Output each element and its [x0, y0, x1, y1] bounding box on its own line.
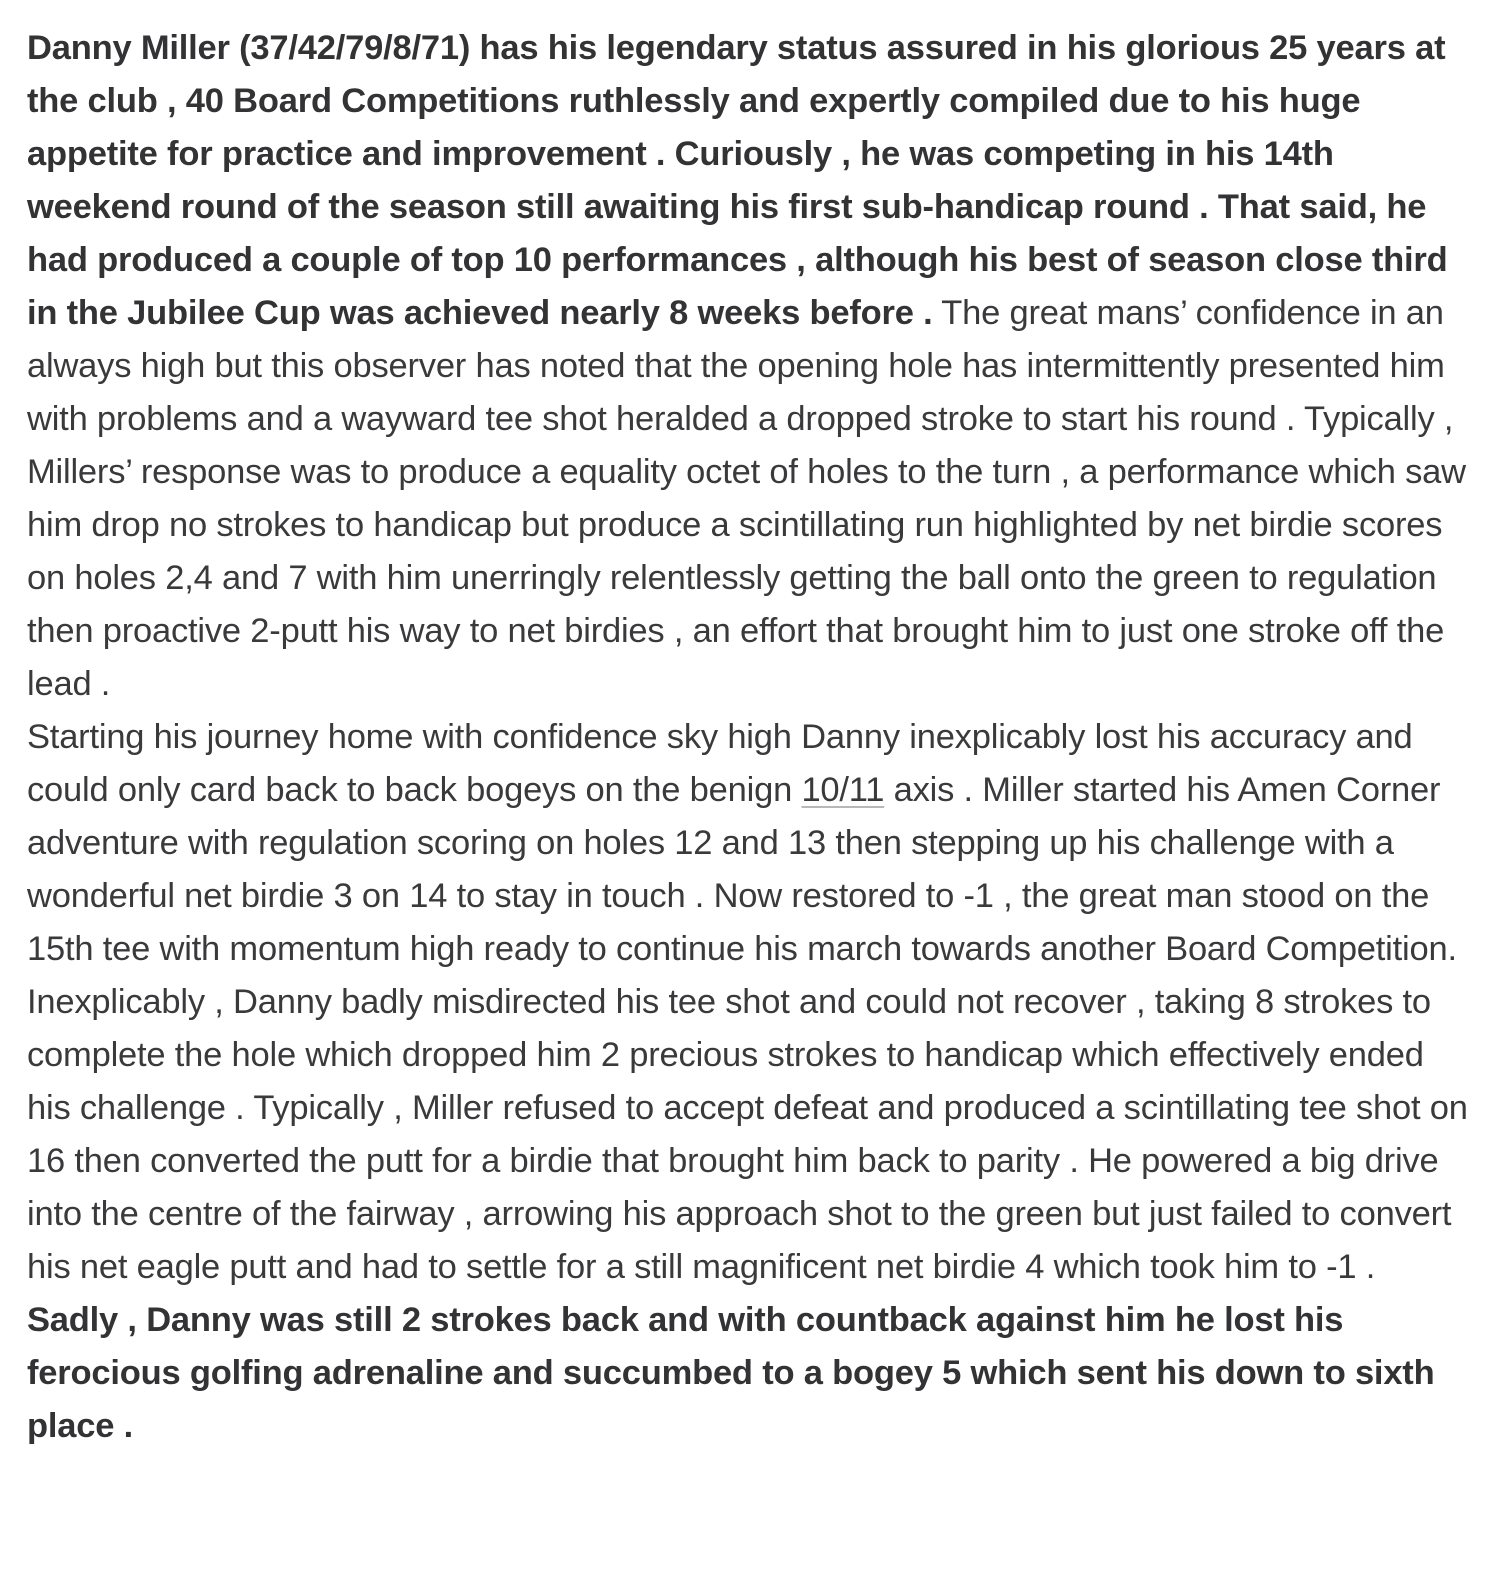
paragraph-2-text-start: Starting his journey home with confidence sky high Danny inexplicably lost his accuracy and could only card back to back bogeys on the benign	[27, 718, 1413, 809]
data-detector-link[interactable]: 10/11	[801, 771, 885, 809]
bold-outro-text: Sadly , Danny was still 2 strokes back and with countback against him he lost his ferocious golfing adrenaline and succumbed to a bogey 5 which sent his down to sixth place .	[27, 1301, 1435, 1445]
bold-intro-text: Danny Miller (37/42/79/8/71) has his legendary status assured in his glorious 25 years at the club , 40 Board Competitions ruthlessly and expertly compiled due to his huge appetite for practice and improvement . Curiously , he was competing in his 14th weekend round of the season still awaiting his first sub-handicap round . That said, he had produced a couple of top 10 performances , although his best of season close third in the Jubilee Cup was achieved nearly 8 weeks before .	[27, 29, 1448, 332]
note-body	[27, 22, 1472, 1453]
paragraph-2-text-middle: axis . Miller started his Amen Corner adventure with regulation scoring on holes 12 and 13 then stepping up his challenge with a wonderful net birdie 3 on 14 to stay in touch . Now restored to -1 , the great man stood on the 15th tee with momentum high ready to continue his march towards another Board Competition. Inexplicably , Danny badly misdirected his tee shot and could not recover , taking 8 strokes to complete the hole which dropped him 2 precious strokes to handicap which effectively ended his challenge . Typically , Miller refused to accept defeat and produced a scintillating tee shot on 16 then converted the putt for a birdie that brought him back to parity . He powered a big drive into the centre of the fairway , arrowing his approach shot to the green but just failed to convert his net eagle putt and had to settle for a still magnificent net birdie 4 which took him to -1 .	[27, 771, 1468, 1286]
paragraph-2	[27, 711, 1472, 1453]
paragraph-1	[27, 22, 1472, 711]
paragraph-1-text: The great mans’ confidence in an always high but this observer has noted that the opening hole has intermittently presented him with problems and a wayward tee shot heralded a dropped stroke to start his round . Typically , Millers’ response was to produce a equality octet of holes to the turn , a performance which saw him drop no strokes to handicap but produce a scintillating run highlighted by net birdie scores on holes 2,4 and 7 with him unerringly relentlessly getting the ball onto the green to regulation then proactive 2-putt his way to net birdies , an effort that brought him to just one stroke off the lead .	[27, 294, 1466, 703]
